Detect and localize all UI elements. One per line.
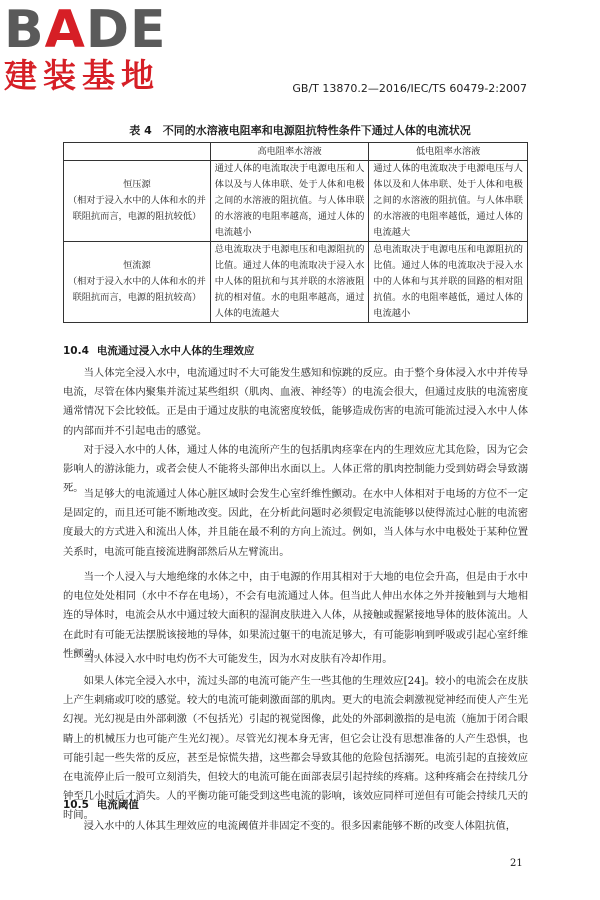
table-header-empty: [64, 143, 211, 161]
table-4: [63, 142, 528, 323]
logo-wordmark: [4, 0, 194, 60]
standard-number: GB/T 13870.2—2016/IEC/TS 60479-2:2007: [292, 82, 527, 95]
table-title: 表 4 不同的水溶液电阻率和电源阻抗特性条件下通过人体的电流状况: [129, 124, 471, 137]
table-cell: 通过人体的电流取决于电源电压和人体以及与人体串联、处于人体和电极之间的水溶液的阻抗值。与人体串联的水溶液的电阻率越高，通过人体的电流越小: [210, 161, 369, 242]
paragraph: 当足够大的电流通过人体心脏区域时会发生心室纤维性颤动。在水中人体相对于电场的方位不一定是固定的，而且还可能不断地改变。因此，在分析此问题时必须假定电流能够以使得流过心脏的电流密度最大的方式进入和流出人体，并且能在最不利的方向上流过。例如，当人体与水中电极处于某种位置关系时，电流可能直接流进胸部然后从左臂流出。: [63, 488, 528, 558]
paragraph: 对于浸入水中的人体，通过人体的电流所产生的包括肌肉痉挛在内的生理效应尤其危险，因为它会影响人的游泳能力，或者会使人不能将头部伸出水面以上。人体正常的肌肉控制能力受到妨碍会导致溺死。: [63, 444, 528, 495]
table-cell: 总电流取决于电源电压和电源阻抗的比值。通过人体的电流取决于浸入水中的人体和与其并联的回路的相对阻抗值。水的电阻率越低，通过人体的电流越小: [369, 242, 528, 323]
table-header-low: 低电阻率水溶液: [369, 143, 528, 161]
row-head-note: （相对于浸入水中的人体和水的并联阻抗而言，电源的阻抗较高）: [68, 276, 206, 303]
table-header-row: [64, 143, 528, 161]
section-number: 10.4: [63, 345, 89, 357]
bade-logo: [4, 0, 194, 95]
section-heading-10-4: [63, 343, 254, 358]
table-row: [64, 242, 528, 323]
logo-letter-b: B: [4, 0, 45, 60]
logo-letters-de: DE: [85, 0, 167, 60]
row-head-note: （相对于浸入水中的人体和水的并联阻抗而言，电源的阻抗较低）: [68, 195, 206, 222]
paragraph: 如果人体完全浸入水中，流过头部的电流可能产生一些其他的生理效应[24]。较小的电流会在皮肤上产生刺痛或叮咬的感觉。较大的电流可能刺激面部的肌肉。更大的电流会刺激视觉神经而使人产生光幻视。光幻视是由外部刺激（不包括光）引起的视觉图像，此处的外部刺激指的是电流（施加于闭合眼睛上的机械压力也可能产生光幻视）。尽管光幻视本身无害，但它会让没有思想准备的人产生恐惧，也可能引起一些失常的反应，甚至是惊慌失措，这些都会导致其他的危险包括溺死。电流引起的直接效应在电流停止后一般可立刻消失，但较大的电流可能在面部表层引起持续的疼痛。这种疼痛会在持续几分钟至几小时后才消失。人的平衡功能可能受到这些电流的影响，该效应同样可逆但有可能会持续几天的时间。: [63, 675, 528, 822]
table-cell: 通过人体的电流取决于电源电压与人体以及和人体串联、处于人体和电极之间的水溶液的阻抗值。与人体串联的水溶液的电阻率越低，通过人体的电流越大: [369, 161, 528, 242]
paragraph: 当人体完全浸入水中，电流通过时不大可能发生感知和惊跳的反应。由于整个身体浸入水中并传导电流，尽管在体内聚集并流过某些组织（肌肉、血液、神经等）的电流会很大，但通过皮肤的电流密度通常情况下会比较低。正是由于通过皮肤的电流密度较低，能够造成伤害的电流可能流过浸入水中人体的内部而并不引起电击的感觉。: [63, 367, 528, 437]
section-heading-10-5: [63, 797, 139, 812]
row-head: [64, 242, 211, 323]
row-head: [64, 161, 211, 242]
row-head-title: 恒流源: [123, 260, 151, 271]
paragraph: 当人体浸入水中时电灼伤不大可能发生，因为水对皮肤有冷却作用。: [83, 653, 393, 665]
section-title: 电流阈值: [96, 799, 139, 811]
logo-letter-a: A: [44, 0, 86, 60]
section-number: 10.5: [63, 799, 89, 811]
paragraph: 浸入水中的人体其生理效应的电流阈值并非固定不变的。很多因素能够不断的改变人体阻抗值，: [83, 820, 517, 832]
page-number: 21: [510, 858, 523, 869]
table-cell: 总电流取决于电源电压和电源阻抗的比值。通过人体的电流取决于浸入水中人体的阻抗和与其并联的水溶液阻抗的相对值。水的电阻率越高，通过人体的电流越大: [210, 242, 369, 323]
section-title: 电流通过浸入水中人体的生理效应: [96, 345, 255, 357]
table-header-high: 高电阻率水溶液: [210, 143, 369, 161]
table-row: [64, 161, 528, 242]
row-head-title: 恒压源: [123, 179, 151, 190]
logo-chinese: 建装基地: [4, 56, 160, 95]
paragraph: 当一个人浸入与大地绝缘的水体之中，由于电源的作用其相对于大地的电位会升高，但是由于水中的电位处处相同（水中不存在电场），不会有电流通过人体。但当此人伸出水体之外并接触到与大地相连的导体时，电流会从水中通过较大面积的湿润皮肤进入人体，从接触或握紧接地导体的肢体流出。人在此时有可能无法摆脱该接地的导体，如果流过躯干的电流足够大，有可能影响到呼吸或引起心室纤维性颤动。: [63, 571, 528, 660]
